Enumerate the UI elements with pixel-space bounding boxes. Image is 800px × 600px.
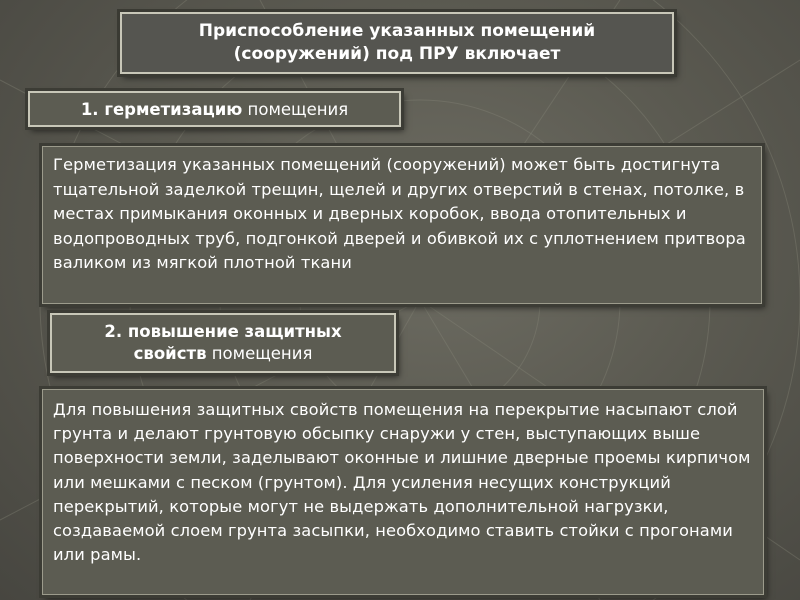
- section2-heading: [50, 313, 396, 373]
- title-line-1: Приспособление указанных помещений: [198, 21, 596, 41]
- section2-heading-bold-line2: свойств: [133, 344, 207, 363]
- title-line-2: (сооружений) под ПРУ включает: [233, 44, 561, 64]
- section1-heading-bold: 1. герметизацию: [80, 99, 243, 119]
- slide-title: [120, 12, 674, 74]
- section1-heading-rest: помещения: [242, 99, 349, 119]
- section1-text: Герметизация указанных помещений (сооружений) может быть достигнута тщательной заделкой трещин, щелей и других отверстий в стенах, потолке, в местах примыкания оконных и дверных коробок, ввода отопительных и водопроводных труб, подгонкой дверей и обивкой их с уплотнением притвора валиком из мягкой плотной ткани: [42, 146, 762, 304]
- section2-heading-bold-line1: 2. повышение защитных: [104, 322, 342, 341]
- section1-heading: [28, 91, 401, 127]
- section2-text: Для повышения защитных свойств помещения на перекрытие насыпают слой грунта и делают грунтовую обсыпку снаружи у стен, выступающих выше поверхности земли, заделывают оконные и лишние дверные проемы кирпичом или мешками с песком (грунтом). Для усиления несущих конструкций перекрытий, которые могут не выдержать дополнительной нагрузки, создаваемой слоем грунта засыпки, необходимо ставить стойки с прогонами или рамы.: [42, 389, 764, 595]
- section2-heading-rest: помещения: [206, 344, 313, 363]
